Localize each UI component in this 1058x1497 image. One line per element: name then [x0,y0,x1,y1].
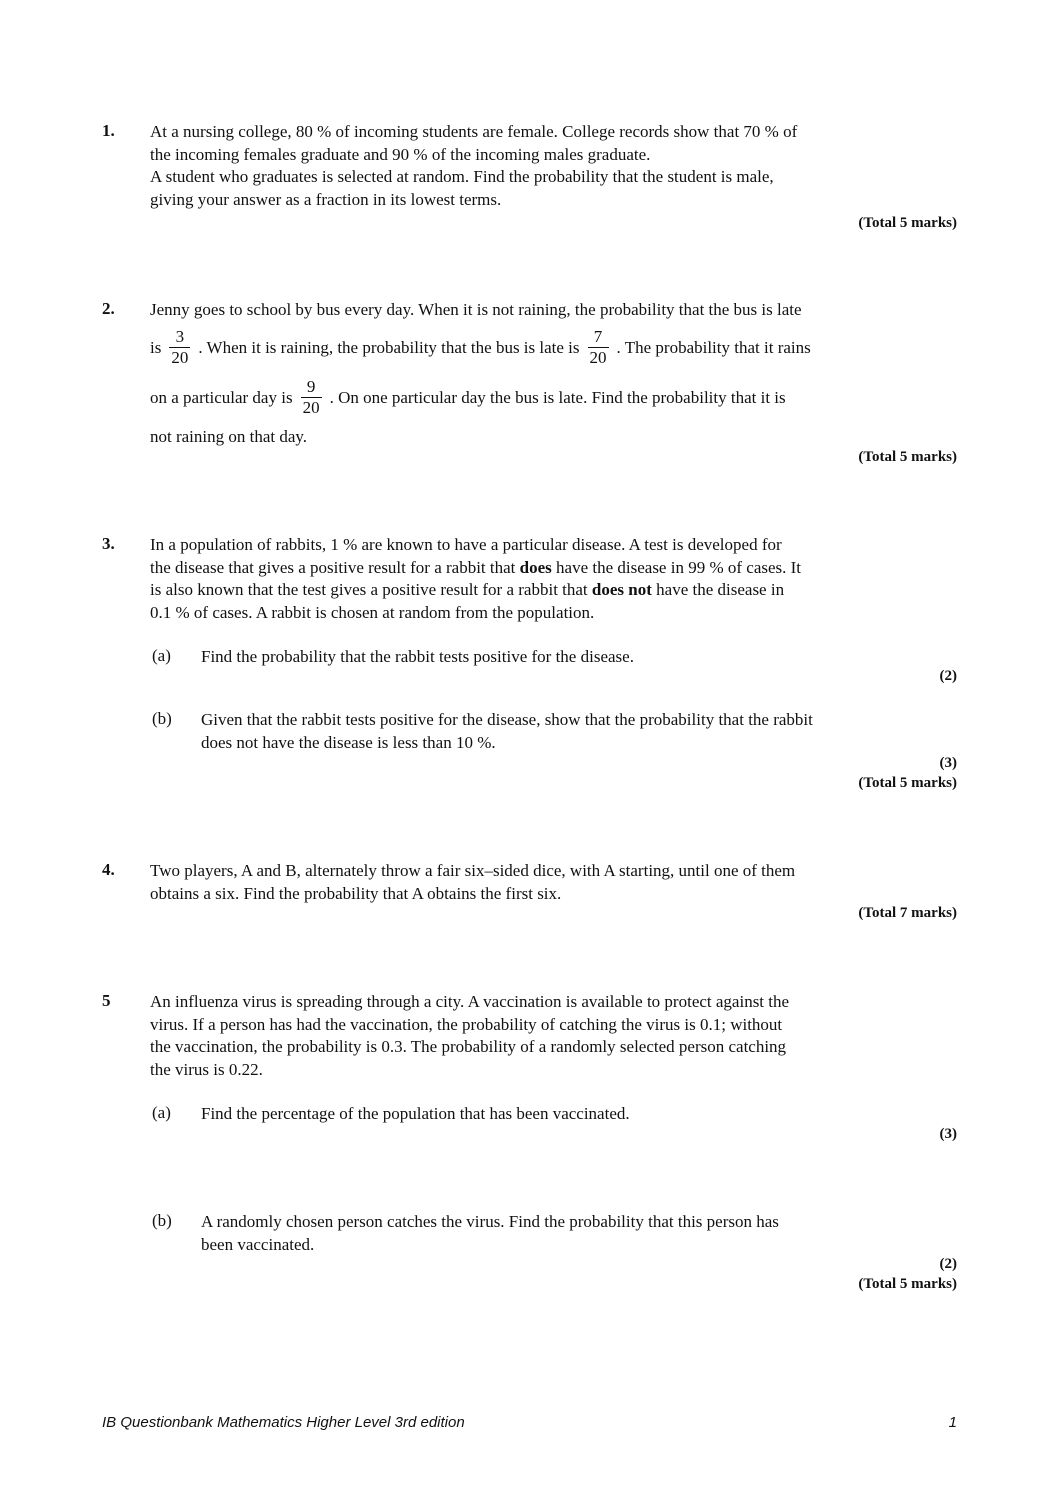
fraction-numerator: 9 [306,376,316,396]
part-line: Find the probability that the rabbit tests positive for the disease. [201,647,634,666]
part-text [201,709,813,754]
text-segment: is also known that the test gives a positive result for a rabbit that [150,580,592,599]
question-line: not raining on that day. [150,427,308,446]
question-text [150,121,910,211]
question-number: 1. [102,121,115,140]
part-text [201,1103,630,1126]
fraction [588,327,609,368]
total-marks: (Total 5 marks) [858,449,957,465]
question-line: 0.1 % of cases. A rabbit is chosen at random from the population. [150,602,595,622]
question-text [150,991,910,1081]
part-label: (a) [152,1103,171,1122]
question-text [150,534,910,624]
part-label: (a) [152,646,171,665]
question-line: virus. If a person has had the vaccination, the probability of catching the virus is 0.1; without [150,1014,783,1034]
question-number: 4. [102,860,115,879]
question-number: 2. [102,299,115,318]
text-segment: have the disease in 99 % of cases. It [551,557,802,577]
fraction-denominator: 20 [302,397,320,417]
part-marks: (2) [939,668,957,684]
bold-text: does not [591,580,652,599]
question-text [150,860,910,905]
text-segment: . The probability that it rains [616,338,811,357]
question-line: At a nursing college, 80 % of incoming students are female. College records show that 70 % of [150,122,798,141]
question-line: the vaccination, the probability is 0.3. The probability of a randomly selected person catching [150,1037,787,1056]
part-marks: (3) [939,1126,957,1142]
fraction [169,327,190,368]
footer-title: IB Questionbank Mathematics Higher Level 3rd edition [102,1414,465,1431]
part-label: (b) [152,709,172,728]
part-line: Given that the rabbit tests positive for the disease, show that the probability that the rabbit [201,710,813,729]
question-line-with-fractions [150,326,910,370]
fraction-numerator: 7 [593,326,603,346]
question-line: An influenza virus is spreading through a city. A vaccination is available to protect against the [150,992,790,1011]
page-number: 1 [948,1414,957,1431]
question-text [150,299,910,322]
part-line: A randomly chosen person catches the virus. Find the probability that this person has [201,1212,779,1231]
question-text [150,426,910,449]
part-line: been vaccinated. [201,1234,315,1254]
part-text [201,646,634,669]
text-segment: . When it is raining, the probability that the bus is late is [198,338,580,357]
question-line-with-fractions [150,376,910,420]
question-line: the incoming females graduate and 90 % of the incoming males graduate. [150,144,651,164]
text-segment: is [150,338,162,357]
part-marks: (3) [939,755,957,771]
fraction-denominator: 20 [171,347,189,367]
text-segment: on a particular day is [150,388,293,407]
fraction-numerator: 3 [175,326,185,346]
question-line: Jenny goes to school by bus every day. When it is not raining, the probability that the bus is late [150,300,802,319]
question-line: A student who graduates is selected at random. Find the probability that the student is male, [150,167,774,186]
bold-text: does [519,557,552,577]
question-line: the virus is 0.22. [150,1059,263,1079]
part-line: does not have the disease is less than 10 %. [201,732,496,752]
question-line: Two players, A and B, alternately throw a fair six–sided dice, with A starting, until one of them [150,861,796,880]
fraction-denominator: 20 [589,347,607,367]
question-line: obtains a six. Find the probability that A obtains the first six. [150,883,562,903]
part-text [201,1211,779,1256]
total-marks: (Total 5 marks) [858,215,957,231]
total-marks: (Total 5 marks) [858,1276,957,1292]
text-segment: the disease that gives a positive result for a rabbit that [150,557,520,577]
part-marks: (2) [939,1256,957,1272]
question-line [150,557,910,580]
question-number: 3. [102,534,115,553]
text-segment: . On one particular day the bus is late. Find the probability that it is [329,388,786,407]
question-number: 5 [102,991,111,1010]
part-line: Find the percentage of the population that has been vaccinated. [201,1104,630,1123]
fraction [301,377,322,418]
total-marks: (Total 5 marks) [858,775,957,791]
question-line [150,579,910,602]
text-segment: have the disease in [651,580,785,599]
part-label: (b) [152,1211,172,1230]
total-marks: (Total 7 marks) [858,905,957,921]
question-line: In a population of rabbits, 1 % are known to have a particular disease. A test is developed for [150,535,782,554]
question-line: giving your answer as a fraction in its lowest terms. [150,189,502,209]
